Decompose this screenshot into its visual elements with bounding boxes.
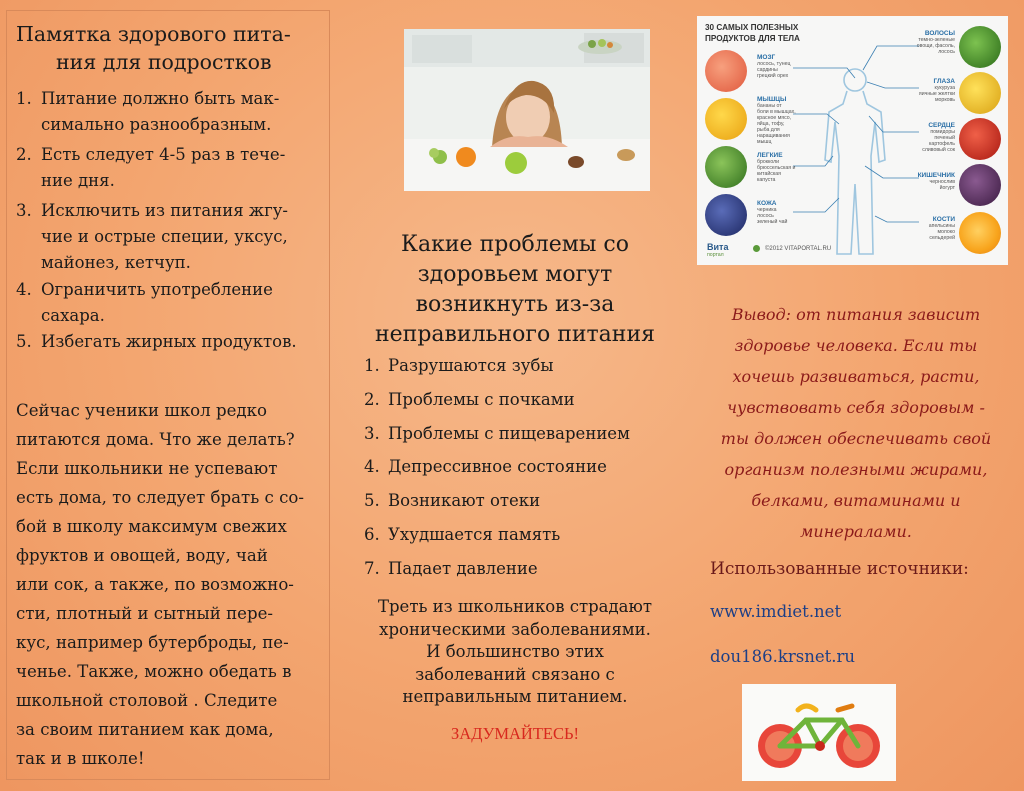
organ-foods: красное мясо, xyxy=(757,115,792,121)
organ-foods: брюссельская и xyxy=(757,165,796,171)
organ-label: КИШЕЧНИК xyxy=(917,172,955,179)
girl-photo-illustration xyxy=(404,29,650,191)
label-intestine xyxy=(909,172,955,191)
rule-text: Ограничить употребление xyxy=(41,280,273,299)
problem-item xyxy=(364,424,630,443)
rule-number: 2. xyxy=(16,145,32,164)
paragraph-line: за своим питанием как дома, xyxy=(16,720,274,739)
organ-foods: брокколи xyxy=(757,159,780,165)
problem-text: Разрушаются зубы xyxy=(388,356,554,375)
organ-label: ГЛАЗА xyxy=(933,78,955,85)
rule-text: чие и острые специи, уксус, xyxy=(41,227,288,246)
conclusion-line: минералами. xyxy=(800,522,912,541)
organ-foods: грецкий орех xyxy=(757,73,789,79)
label-brain xyxy=(757,54,790,79)
organ-label: ЛЕГКИЕ xyxy=(757,152,783,159)
organ-foods: молоко xyxy=(937,229,955,235)
organ-foods: черника xyxy=(757,207,777,213)
problem-item xyxy=(364,390,575,409)
problem-number: 4. xyxy=(364,457,380,476)
label-heart xyxy=(909,122,955,153)
organ-foods: картофель xyxy=(929,141,955,147)
statistic-line: заболеваний связано с xyxy=(415,664,615,684)
rule-text: Есть следует 4-5 раз в тече- xyxy=(41,145,286,164)
paragraph-line: так и в школе! xyxy=(16,749,145,768)
organ-foods: лосось, тунец xyxy=(757,61,791,67)
organ-foods: апельсины xyxy=(928,223,955,229)
girl-with-fruit-photo xyxy=(404,29,650,191)
rule-text: Питание должно быть мак- xyxy=(41,89,280,108)
problem-item xyxy=(364,525,560,544)
tomato-icon xyxy=(959,118,1001,160)
organ-label: МОЗГ xyxy=(757,54,776,61)
heading-line: неправильного питания xyxy=(374,322,656,347)
organ-foods: овощи, фасоль, xyxy=(916,43,955,49)
plum-icon xyxy=(959,164,1001,206)
heading-line: Какие проблемы со xyxy=(401,232,629,257)
organ-foods: китайская xyxy=(757,171,781,177)
greens-icon xyxy=(959,26,1001,68)
problem-text: Проблемы с пищеварением xyxy=(388,424,630,443)
label-muscles xyxy=(757,96,796,145)
organ-foods: темно-зеленые xyxy=(918,37,955,43)
statistic-line: И большинство этих xyxy=(426,642,604,661)
organ-foods: лосось xyxy=(757,213,774,219)
conclusion-line: белками, витаминами и xyxy=(751,491,961,510)
statistic-line: Треть из школьников страдают xyxy=(377,597,652,616)
infographic-copyright: ©2012 VITAPORTAL.RU xyxy=(765,246,832,252)
paragraph-line: кус, например бутерброды, пе- xyxy=(16,633,289,652)
organ-label: СЕРДЦЕ xyxy=(928,122,955,129)
broccoli-icon xyxy=(705,146,747,188)
salmon-icon xyxy=(705,50,747,92)
conclusion-paragraph xyxy=(700,299,1012,549)
organ-label: МЫШЦЫ xyxy=(757,96,787,103)
organ-label: ВОЛОСЫ xyxy=(924,30,955,37)
bicycle-vegetables-illustration xyxy=(742,684,896,781)
label-eyes xyxy=(909,78,955,103)
organ-foods: йогурт xyxy=(939,185,955,191)
rule-number: 5. xyxy=(16,332,32,351)
problem-item xyxy=(364,491,540,510)
paragraph-line: Сейчас ученики школ редко xyxy=(16,401,268,420)
label-skin xyxy=(757,200,787,225)
label-bones xyxy=(909,216,955,241)
organ-foods: зеленый чай xyxy=(757,219,788,225)
paragraph-line: есть дома, то следует брать с со- xyxy=(16,488,304,507)
sources-heading: Использованные источники: xyxy=(710,559,969,579)
organ-foods: яичные желтки xyxy=(918,91,955,97)
rule-number: 3. xyxy=(16,201,32,220)
problem-text: Проблемы с почками xyxy=(388,390,575,409)
conclusion-line: здоровье человека. Если ты xyxy=(734,336,978,355)
rule-text: сахара. xyxy=(41,306,105,325)
statistic-line: неправильным питанием. xyxy=(402,687,628,706)
source-link-imdiet[interactable]: www.imdiet.net xyxy=(710,602,842,621)
paragraph-line: фруктов и овощей, воду, чай xyxy=(16,546,268,565)
problem-item xyxy=(364,559,538,578)
organ-foods: кукуруза xyxy=(934,85,955,91)
problem-number: 3. xyxy=(364,424,380,443)
organ-label: КОЖА xyxy=(757,200,777,207)
conclusion-line: Вывод: от питания зависит xyxy=(731,305,981,324)
paragraph-line: Если школьники не успевают xyxy=(16,459,278,478)
paragraph-line: сти, плотный и сытный пере- xyxy=(16,604,274,623)
heading-line: здоровьем могут xyxy=(417,262,613,287)
orange-icon xyxy=(959,212,1001,254)
problem-number: 2. xyxy=(364,390,380,409)
source-link-krsnet[interactable]: dou186.krsnet.ru xyxy=(710,647,855,666)
organ-label: КОСТИ xyxy=(932,216,955,223)
corn-icon xyxy=(959,72,1001,114)
rule-text: Избегать жирных продуктов. xyxy=(41,332,297,351)
organ-foods: помидоры xyxy=(930,129,955,135)
paragraph-line: ченье. Также, можно обедать в xyxy=(16,662,292,681)
problem-text: Возникают отеки xyxy=(388,491,541,510)
conclusion-line: хочешь развиваться, расти, xyxy=(732,367,980,386)
problem-text: Падает давление xyxy=(388,559,538,578)
rule-text: Исключить из питания жгу- xyxy=(41,201,289,220)
label-hair xyxy=(909,30,955,55)
paragraph-line: бой в школу максимум свежих xyxy=(16,517,287,536)
conclusion-line: ты должен обеспечивать свой xyxy=(720,429,992,448)
paragraph-line: школьной столовой . Следите xyxy=(16,691,278,710)
leaf-icon xyxy=(753,245,760,252)
brand-name: Вита xyxy=(707,242,729,252)
problems-heading xyxy=(360,230,670,354)
problem-item xyxy=(364,356,554,375)
paragraph-line: питаются дома. Что же делать? xyxy=(16,430,295,449)
title-line-2: ния для подростков xyxy=(56,50,272,74)
problem-text: Ухудшается память xyxy=(388,525,561,544)
title-line-1: Памятка здорового пита- xyxy=(16,22,291,46)
paragraph-line: или сок, а также, по возможно- xyxy=(16,575,294,594)
infographic-title-line: ПРОДУКТОВ ДЛЯ ТЕЛА xyxy=(705,34,800,43)
rule-text: ние дня. xyxy=(41,171,115,190)
think-callout: ЗАДУМАЙТЕСЬ! xyxy=(451,724,579,743)
problem-item xyxy=(364,457,607,476)
problem-number: 5. xyxy=(364,491,380,510)
organ-foods: бананы от xyxy=(757,103,782,109)
vegetable-bicycle-photo xyxy=(742,684,896,781)
organ-foods: капуста xyxy=(757,177,776,183)
conclusion-line: организм полезными жирами, xyxy=(724,460,988,479)
organ-foods: мышц xyxy=(757,139,772,145)
rule-number: 4. xyxy=(16,280,32,299)
problem-number: 1. xyxy=(364,356,380,375)
organ-foods: рыба для xyxy=(757,127,780,133)
heading-line: возникнуть из-за xyxy=(415,292,615,317)
organ-foods: сливовый сок xyxy=(922,147,955,153)
statistic-paragraph xyxy=(352,596,678,710)
problem-text: Депрессивное состояние xyxy=(388,457,607,476)
vita-logo xyxy=(707,242,728,258)
organ-foods: морковь xyxy=(934,97,955,103)
organ-foods: яйца, тофу, xyxy=(757,121,785,127)
rule-text: майонез, кетчуп. xyxy=(41,253,191,272)
organ-foods: сардины xyxy=(757,67,778,73)
organ-foods: сельдерей xyxy=(929,235,955,241)
organ-foods: боли в мышцах, xyxy=(757,109,796,115)
label-lungs xyxy=(757,152,795,183)
organ-foods: печеный xyxy=(934,135,955,141)
healthy-foods-infographic xyxy=(697,16,1008,265)
problem-number: 7. xyxy=(364,559,380,578)
statistic-line: хроническими заболеваниями. xyxy=(379,619,651,639)
organ-foods: чернослив xyxy=(929,179,955,185)
brand-sub: портал xyxy=(707,252,724,258)
organ-foods: наращивания xyxy=(757,133,790,139)
blueberry-icon xyxy=(705,194,747,236)
rule-number: 1. xyxy=(16,89,32,108)
problem-number: 6. xyxy=(364,525,380,544)
banana-icon xyxy=(705,98,747,140)
conclusion-line: чувствовать себя здоровым - xyxy=(727,398,985,417)
rule-text: симально разнообразным. xyxy=(41,115,272,134)
infographic-title-line: 30 САМЫХ ПОЛЕЗНЫХ xyxy=(705,23,799,32)
organ-foods: лосось xyxy=(938,49,955,55)
